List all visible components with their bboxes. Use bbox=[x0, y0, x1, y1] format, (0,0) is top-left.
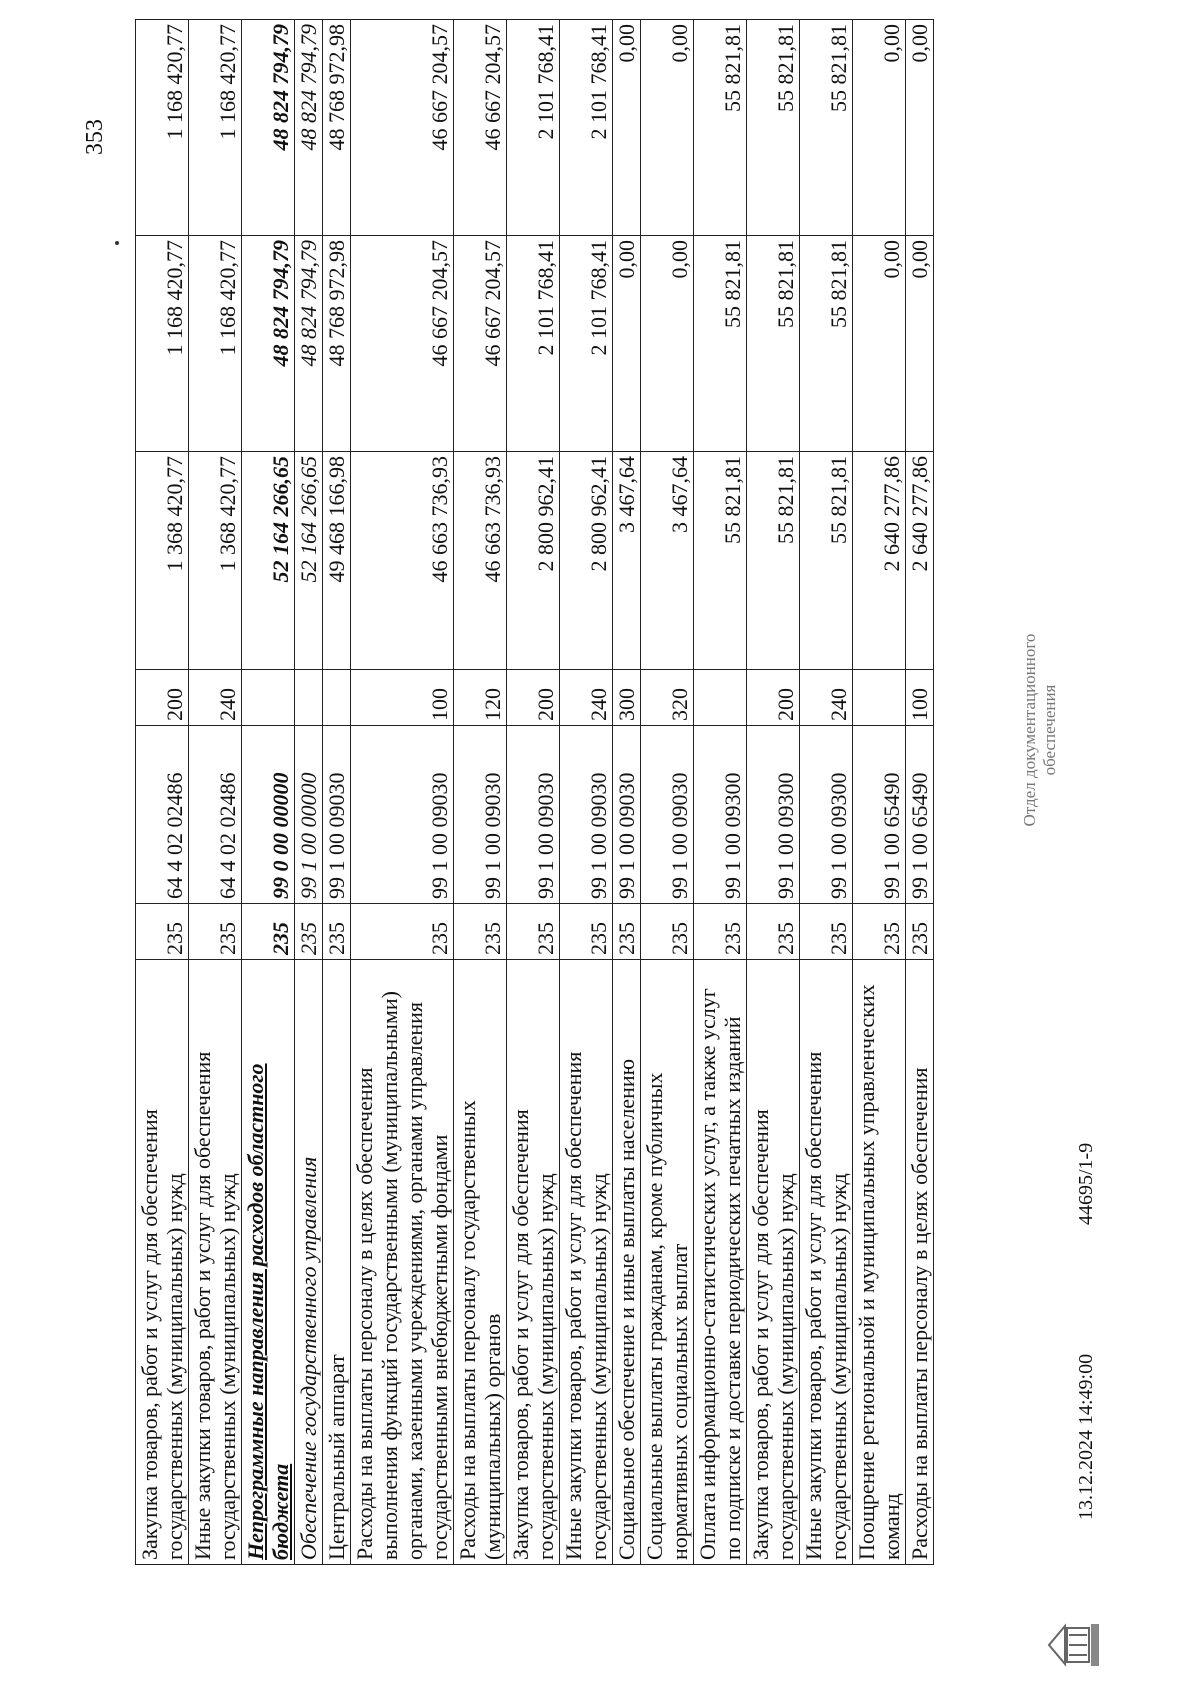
row-amount-3: 1 168 420,77 bbox=[189, 20, 242, 236]
row-amount-1: 55 821,81 bbox=[694, 452, 747, 670]
row-name: Поощрение региональной и муниципальных управленческих команд bbox=[853, 960, 906, 1565]
row-name: Расходы на выплаты персоналу в целях обеспечения выполнения функций государственными (муниципальными) органами, казенными учреждениями, органами управления государственными внебюджетными фондами bbox=[351, 960, 454, 1565]
row-amount-2: 2 101 768,41 bbox=[560, 236, 613, 452]
row-amount-1: 3 467,64 bbox=[613, 452, 641, 670]
row-csr-code: 99 1 00 09030 bbox=[454, 726, 507, 904]
row-csr-code: 99 1 00 09300 bbox=[694, 726, 747, 904]
page-number: 353 bbox=[82, 119, 108, 155]
row-amount-3: 1 168 420,77 bbox=[136, 20, 189, 236]
row-amount-2: 48 824 794,79 bbox=[242, 236, 295, 452]
row-name: Непрограммные направления расходов областного бюджета bbox=[242, 960, 295, 1565]
row-amount-1: 2 640 277,86 bbox=[906, 452, 934, 670]
row-amount-3: 55 821,81 bbox=[747, 20, 800, 236]
row-csr-code: 99 1 00 09030 bbox=[641, 726, 694, 904]
table-row bbox=[242, 20, 295, 1565]
row-csr-code: 99 1 00 65490 bbox=[906, 726, 934, 904]
row-csr-code: 99 1 00 09300 bbox=[800, 726, 853, 904]
row-gr-code: 235 bbox=[853, 904, 906, 960]
row-gr-code: 235 bbox=[747, 904, 800, 960]
row-amount-3: 2 101 768,41 bbox=[560, 20, 613, 236]
row-name: Иные закупки товаров, работ и услуг для обеспечения государственных (муниципальных) нужд bbox=[560, 960, 613, 1565]
table-row bbox=[136, 20, 189, 1565]
row-name: Закупка товаров, работ и услуг для обеспечения государственных (муниципальных) нужд bbox=[507, 960, 560, 1565]
row-amount-1: 52 164 266,65 bbox=[242, 452, 295, 670]
row-amount-2: 1 168 420,77 bbox=[189, 236, 242, 452]
footer-datetime: 13.12.2024 14:49:00 bbox=[1075, 1353, 1097, 1520]
row-amount-2: 55 821,81 bbox=[694, 236, 747, 452]
table-row bbox=[906, 20, 934, 1565]
table-row bbox=[189, 20, 242, 1565]
row-gr-code: 235 bbox=[242, 904, 295, 960]
department-line-2: обеспечения bbox=[1040, 684, 1059, 776]
row-name: Обеспечение государственного управления bbox=[295, 960, 323, 1565]
row-amount-2: 0,00 bbox=[853, 236, 906, 452]
row-vr-code: 200 bbox=[136, 670, 189, 726]
row-vr-code bbox=[694, 670, 747, 726]
row-name: Расходы на выплаты персоналу государственных (муниципальных) органов bbox=[454, 960, 507, 1565]
department-stamp bbox=[1020, 600, 1060, 860]
row-amount-3: 48 824 794,79 bbox=[295, 20, 323, 236]
row-name: Социальные выплаты гражданам, кроме публичных нормативных социальных выплат bbox=[641, 960, 694, 1565]
row-amount-1: 55 821,81 bbox=[800, 452, 853, 670]
row-amount-2: 0,00 bbox=[641, 236, 694, 452]
row-amount-2: 2 101 768,41 bbox=[507, 236, 560, 452]
row-csr-code: 99 1 00 09030 bbox=[351, 726, 454, 904]
row-vr-code: 240 bbox=[560, 670, 613, 726]
row-vr-code bbox=[853, 670, 906, 726]
row-amount-2: 46 667 204,57 bbox=[454, 236, 507, 452]
table-row bbox=[747, 20, 800, 1565]
row-amount-1: 46 663 736,93 bbox=[351, 452, 454, 670]
row-csr-code: 99 1 00 09300 bbox=[747, 726, 800, 904]
row-amount-1: 52 164 266,65 bbox=[295, 452, 323, 670]
row-name: Иные закупки товаров, работ и услуг для обеспечения государственных (муниципальных) нужд bbox=[800, 960, 853, 1565]
row-gr-code: 235 bbox=[189, 904, 242, 960]
row-vr-code bbox=[242, 670, 295, 726]
building-seal-icon bbox=[1045, 1620, 1105, 1670]
table-row bbox=[323, 20, 351, 1565]
row-name: Расходы на выплаты персоналу в целях обеспечения bbox=[906, 960, 934, 1565]
row-vr-code: 300 bbox=[613, 670, 641, 726]
table-row bbox=[641, 20, 694, 1565]
row-vr-code: 240 bbox=[800, 670, 853, 726]
row-gr-code: 235 bbox=[507, 904, 560, 960]
row-amount-2: 48 824 794,79 bbox=[295, 236, 323, 452]
row-vr-code: 100 bbox=[906, 670, 934, 726]
table-row bbox=[454, 20, 507, 1565]
row-vr-code: 320 bbox=[641, 670, 694, 726]
row-amount-3: 55 821,81 bbox=[694, 20, 747, 236]
row-gr-code: 235 bbox=[560, 904, 613, 960]
row-amount-3: 0,00 bbox=[641, 20, 694, 236]
table-row bbox=[560, 20, 613, 1565]
row-gr-code: 235 bbox=[295, 904, 323, 960]
row-amount-1: 2 800 962,41 bbox=[560, 452, 613, 670]
row-name: Социальное обеспечение и иные выплаты населению bbox=[613, 960, 641, 1565]
row-csr-code: 99 1 00 09030 bbox=[323, 726, 351, 904]
row-amount-1: 3 467,64 bbox=[641, 452, 694, 670]
table-row bbox=[800, 20, 853, 1565]
row-amount-1: 46 663 736,93 bbox=[454, 452, 507, 670]
row-amount-2: 0,00 bbox=[613, 236, 641, 452]
row-gr-code: 235 bbox=[454, 904, 507, 960]
row-amount-1: 49 468 166,98 bbox=[323, 452, 351, 670]
table-row bbox=[694, 20, 747, 1565]
table-row bbox=[507, 20, 560, 1565]
table-row bbox=[853, 20, 906, 1565]
row-amount-1: 55 821,81 bbox=[747, 452, 800, 670]
table-body bbox=[136, 20, 934, 1565]
row-amount-3: 0,00 bbox=[853, 20, 906, 236]
row-gr-code: 235 bbox=[641, 904, 694, 960]
row-gr-code: 235 bbox=[694, 904, 747, 960]
row-csr-code: 99 1 00 65490 bbox=[853, 726, 906, 904]
department-line-1: Отдел документационного bbox=[1020, 633, 1039, 827]
row-vr-code bbox=[295, 670, 323, 726]
table-row bbox=[613, 20, 641, 1565]
row-amount-2: 1 168 420,77 bbox=[136, 236, 189, 452]
row-csr-code: 99 1 00 00000 bbox=[295, 726, 323, 904]
row-amount-3: 48 768 972,98 bbox=[323, 20, 351, 236]
row-amount-3: 46 667 204,57 bbox=[454, 20, 507, 236]
row-amount-3: 55 821,81 bbox=[800, 20, 853, 236]
row-amount-2: 55 821,81 bbox=[800, 236, 853, 452]
row-amount-2: 46 667 204,57 bbox=[351, 236, 454, 452]
row-amount-2: 0,00 bbox=[906, 236, 934, 452]
row-csr-code: 99 1 00 09030 bbox=[560, 726, 613, 904]
row-name: Закупка товаров, работ и услуг для обеспечения государственных (муниципальных) нужд bbox=[136, 960, 189, 1565]
row-gr-code: 235 bbox=[351, 904, 454, 960]
row-name: Оплата информационно-статистических услуг, а также услуг по подписке и доставке периодических печатных изданий bbox=[694, 960, 747, 1565]
row-amount-1: 1 368 420,77 bbox=[136, 452, 189, 670]
row-amount-3: 48 824 794,79 bbox=[242, 20, 295, 236]
row-vr-code: 120 bbox=[454, 670, 507, 726]
row-name: Иные закупки товаров, работ и услуг для обеспечения государственных (муниципальных) нужд bbox=[189, 960, 242, 1565]
row-gr-code: 235 bbox=[323, 904, 351, 960]
row-csr-code: 64 4 02 02486 bbox=[189, 726, 242, 904]
row-csr-code: 64 4 02 02486 bbox=[136, 726, 189, 904]
row-amount-3: 0,00 bbox=[906, 20, 934, 236]
row-csr-code: 99 1 00 09030 bbox=[507, 726, 560, 904]
row-gr-code: 235 bbox=[136, 904, 189, 960]
row-amount-1: 1 368 420,77 bbox=[189, 452, 242, 670]
row-amount-3: 46 667 204,57 bbox=[351, 20, 454, 236]
table-row bbox=[295, 20, 323, 1565]
table-row bbox=[351, 20, 454, 1565]
row-gr-code: 235 bbox=[613, 904, 641, 960]
row-vr-code: 240 bbox=[189, 670, 242, 726]
footer-doc-number: 44695/1-9 bbox=[1075, 1142, 1097, 1225]
row-amount-1: 2 640 277,86 bbox=[853, 452, 906, 670]
row-gr-code: 235 bbox=[906, 904, 934, 960]
budget-table bbox=[135, 19, 934, 1565]
row-csr-code: 99 1 00 09030 bbox=[613, 726, 641, 904]
row-name: Центральный аппарат bbox=[323, 960, 351, 1565]
row-csr-code: 99 0 00 00000 bbox=[242, 726, 295, 904]
row-amount-3: 0,00 bbox=[613, 20, 641, 236]
row-gr-code: 235 bbox=[800, 904, 853, 960]
scan-speck bbox=[115, 241, 119, 245]
row-vr-code: 200 bbox=[747, 670, 800, 726]
row-amount-2: 55 821,81 bbox=[747, 236, 800, 452]
row-amount-3: 2 101 768,41 bbox=[507, 20, 560, 236]
row-vr-code: 200 bbox=[507, 670, 560, 726]
row-vr-code bbox=[323, 670, 351, 726]
row-name: Закупка товаров, работ и услуг для обеспечения государственных (муниципальных) нужд bbox=[747, 960, 800, 1565]
row-amount-1: 2 800 962,41 bbox=[507, 452, 560, 670]
row-amount-2: 48 768 972,98 bbox=[323, 236, 351, 452]
row-vr-code: 100 bbox=[351, 670, 454, 726]
